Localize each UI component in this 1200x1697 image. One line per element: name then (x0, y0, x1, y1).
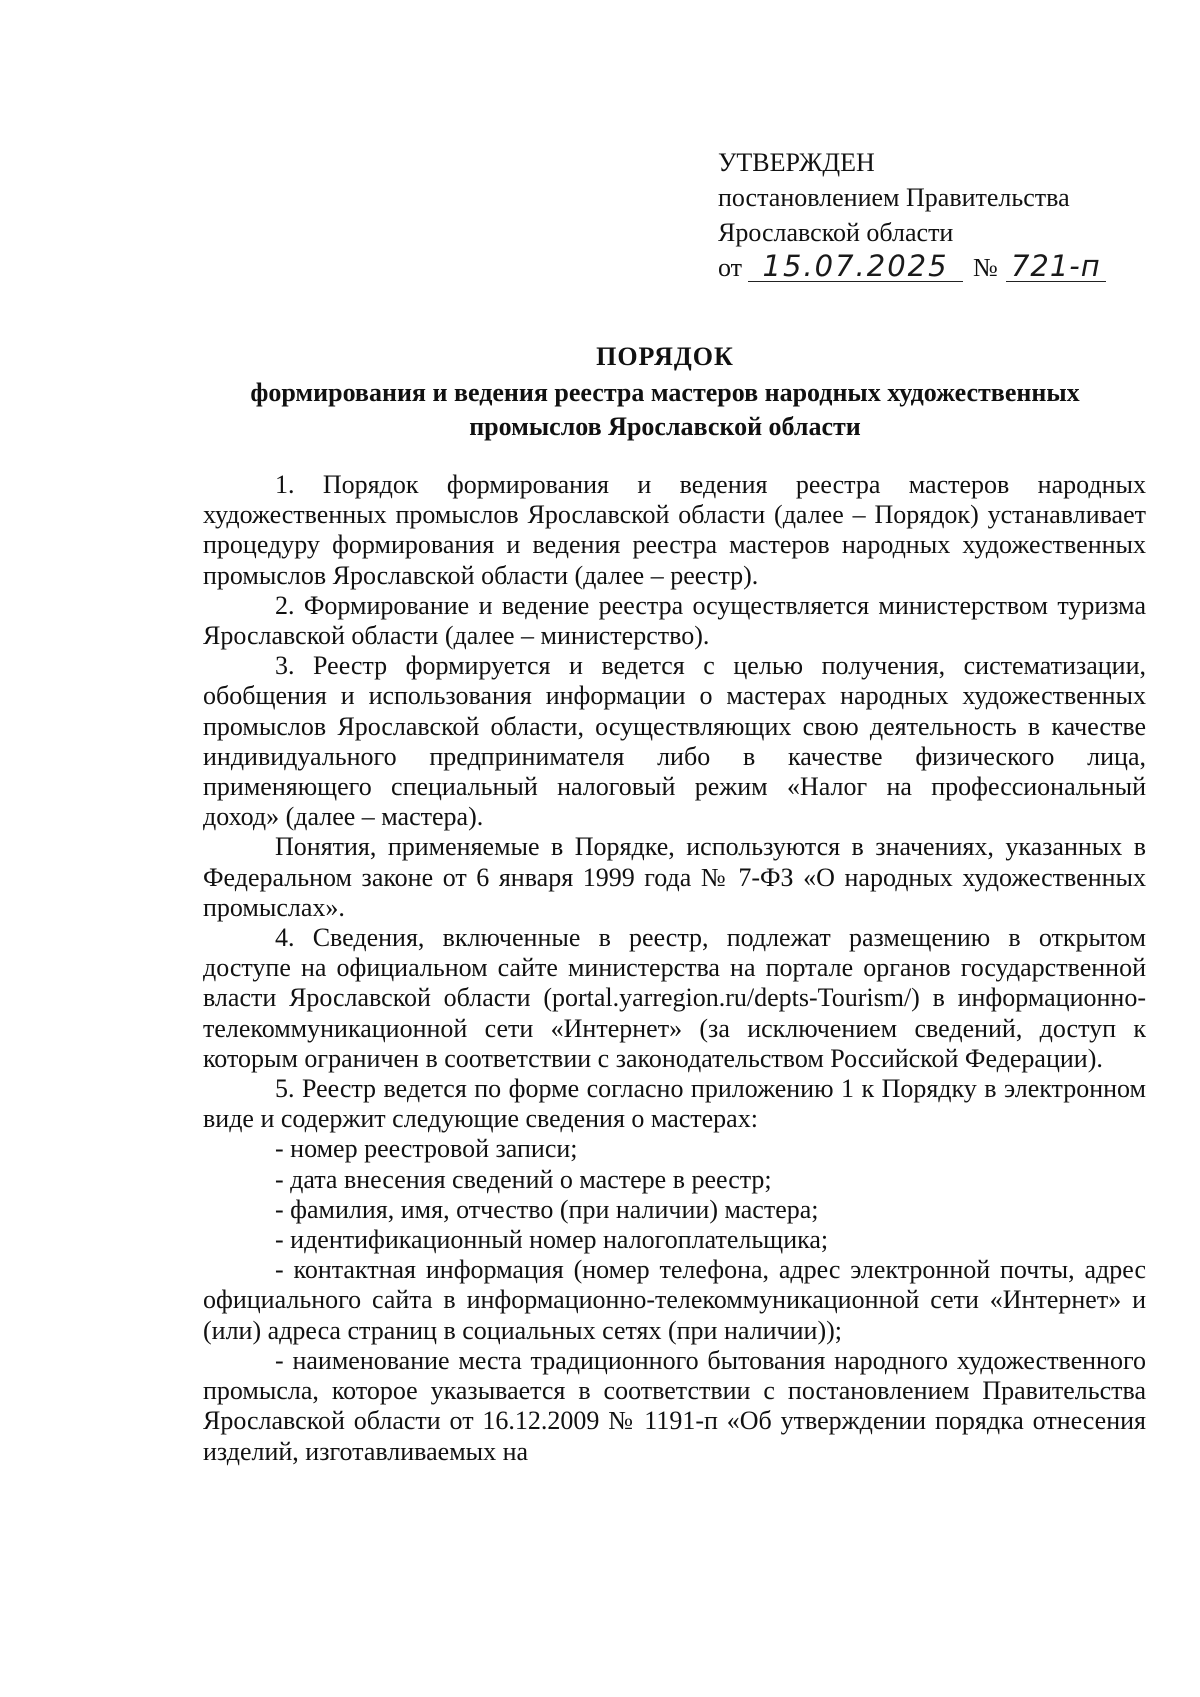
handwritten-date: 15.07.2025 (748, 251, 963, 282)
handwritten-number: 721-п (1006, 251, 1106, 282)
date-prefix: от (718, 253, 743, 282)
approval-heading: УТВЕРЖДЕН (718, 148, 875, 177)
paragraph-3: 3. Реестр формируется и ведется с целью получения, систематизации, обобщения и использования информации о мастерах народных художественных промыслов Ярославской области, осуществляющих свою деятельность в качестве индивидуального предпринимателя либо в качестве физического лица, применяющего специальный налоговый режим «Налог на профессиональный доход» (далее – мастера). (203, 651, 1146, 832)
list-item: - номер реестровой записи; (275, 1134, 578, 1164)
list-item: - контактная информация (номер телефона, адрес электронной почты, адрес официального сайта в информационно-телекоммуникационной сети «Интернет» и (или) адреса страниц в социальных сетях (при наличии)); (203, 1255, 1146, 1345)
paragraph-1: 1. Порядок формирования и ведения реестра мастеров народных художественных промыслов Ярославской области (далее – Порядок) устанавливает процедуру формирования и ведения реестра мастеров народных художественных промыслов Ярославской области (далее – реестр). (203, 470, 1146, 590)
approval-line-decree: постановлением Правительства (718, 183, 1070, 212)
approval-date-number-line (718, 250, 1106, 285)
title-subheading: формирования и ведения реестра мастеров народных художественных промыслов Ярославской области (250, 378, 1080, 441)
document-title (200, 340, 1130, 444)
paragraph-5: 5. Реестр ведется по форме согласно приложению 1 к Порядку в электронном виде и содержит следующие сведения о мастерах: (203, 1074, 1146, 1134)
approval-stamp-block (718, 145, 1106, 285)
paragraph-4: 4. Сведения, включенные в реестр, подлежат размещению в открытом доступе на официальном сайте министерства на портале органов государственной власти Ярославской области (portal.yarregion.ru/depts-Tourism/) в информационно-телекоммуникационной сети «Интернет» (за исключением сведений, доступ к которым ограничен в соответствии с законодательством Российской Федерации). (203, 923, 1146, 1073)
list-item: - наименование места традиционного бытования народного художественного промысла, которое указывается в соответствии с постановлением Правительства Ярославской области от 16.12.2009 № 1191-п «Об утверждении порядка отнесения изделий, изготавливаемых на (203, 1345, 1146, 1466)
document-body (203, 470, 1146, 1467)
list-item: - дата внесения сведений о мастере в реестр; (275, 1164, 772, 1194)
title-heading: ПОРЯДОК (596, 342, 734, 371)
paragraph-definitions: Понятия, применяемые в Порядке, используются в значениях, указанных в Федеральном законе от 6 января 1999 года № 7-ФЗ «О народных художественных промыслах». (203, 832, 1146, 922)
list-item: - идентификационный номер налогоплательщика; (275, 1225, 829, 1255)
approval-line-region: Ярославской области (718, 218, 954, 247)
list-item: - фамилия, имя, отчество (при наличии) мастера; (275, 1194, 819, 1224)
paragraph-2: 2. Формирование и ведение реестра осуществляется министерством туризма Ярославской области (далее – министерство). (203, 590, 1146, 651)
number-prefix: № (973, 253, 998, 282)
